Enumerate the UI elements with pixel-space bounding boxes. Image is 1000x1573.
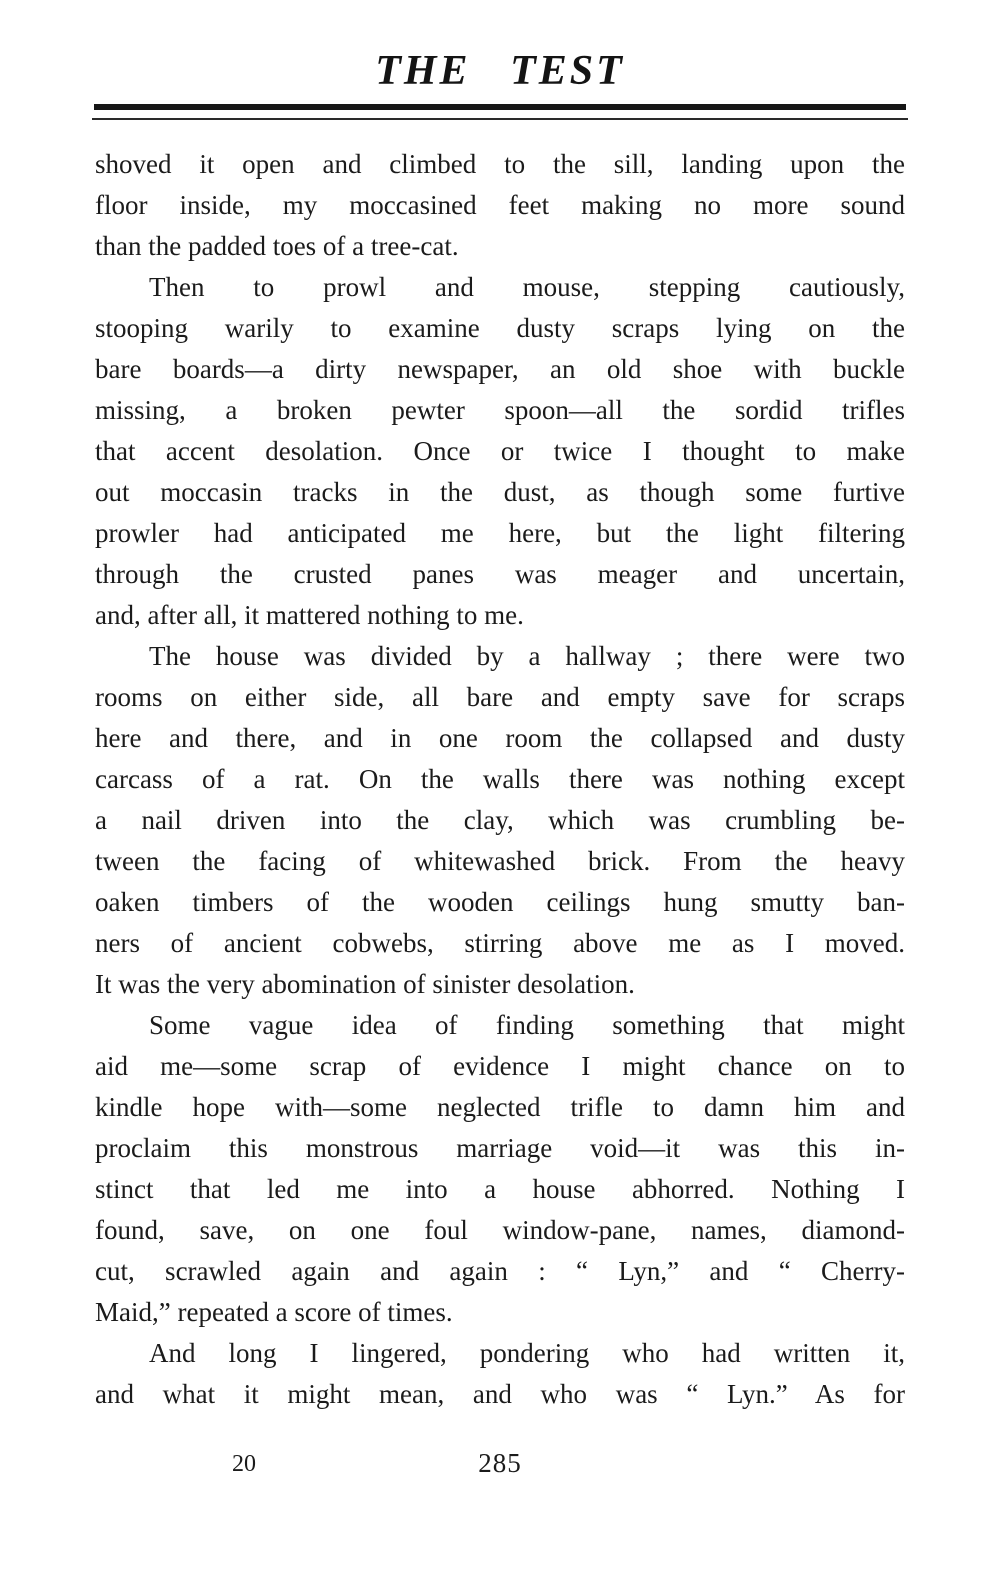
text-line: floor inside, my moccasined feet making no more sound (95, 190, 905, 220)
text-line: Some vague idea of finding something that might (149, 1010, 905, 1040)
text-line: rooms on either side, all bare and empty save for scraps (95, 682, 905, 712)
header-rule-thick (94, 104, 906, 110)
text-line: shoved it open and climbed to the sill, landing upon the (95, 149, 905, 179)
text-line: stooping warily to examine dusty scraps lying on the (95, 313, 905, 343)
text-line: here and there, and in one room the collapsed and dusty (95, 723, 905, 753)
text-line: found, save, on one foul window-pane, names, diamond- (95, 1215, 905, 1245)
text-line: proclaim this monstrous marriage void—it was this in- (95, 1133, 905, 1163)
text-line: prowler had anticipated me here, but the light filtering (95, 518, 905, 548)
paragraph (95, 267, 905, 636)
text-line: missing, a broken pewter spoon—all the sordid trifles (95, 395, 905, 425)
paragraph (95, 1333, 905, 1415)
text-line: stinct that led me into a house abhorred. Nothing I (95, 1174, 905, 1204)
text-line: aid me—some scrap of evidence I might chance on to (95, 1051, 905, 1081)
text-line: cut, scrawled again and again : “ Lyn,” and “ Cherry- (95, 1256, 905, 1286)
text-line: It was the very abomination of sinister desolation. (95, 969, 635, 999)
text-line: bare boards—a dirty newspaper, an old shoe with buckle (95, 354, 905, 384)
text-line: that accent desolation. Once or twice I thought to make (95, 436, 905, 466)
paragraph (95, 144, 905, 267)
header-rule-thin (92, 118, 908, 120)
text-line: than the padded toes of a tree-cat. (95, 231, 459, 261)
text-line: carcass of a rat. On the walls there was nothing except (95, 764, 905, 794)
paragraph (95, 1005, 905, 1333)
page-number: 285 (478, 1448, 522, 1478)
text-line: oaken timbers of the wooden ceilings hung smutty ban- (95, 887, 905, 917)
page-title: THE TEST (375, 48, 625, 94)
text-line: kindle hope with—some neglected trifle to damn him and (95, 1092, 905, 1122)
text-line: tween the facing of whitewashed brick. From the heavy (95, 846, 905, 876)
page-footer (0, 1448, 1000, 1488)
text-line: a nail driven into the clay, which was crumbling be- (95, 805, 905, 835)
text-line: And long I lingered, pondering who had written it, (149, 1338, 905, 1368)
text-line: through the crusted panes was meager and uncertain, (95, 559, 905, 589)
signature-mark: 20 (232, 1451, 256, 1477)
text-line: ners of ancient cobwebs, stirring above me as I moved. (95, 928, 905, 958)
text-line: and what it might mean, and who was “ Lyn.” As for (95, 1379, 905, 1409)
text-block (95, 144, 905, 1415)
text-line: The house was divided by a hallway ; there were two (149, 641, 905, 671)
text-line: Maid,” repeated a score of times. (95, 1297, 453, 1327)
text-line: and, after all, it mattered nothing to me. (95, 600, 524, 630)
text-line: Then to prowl and mouse, stepping cautiously, (149, 272, 905, 302)
paragraph (95, 636, 905, 1005)
text-line: out moccasin tracks in the dust, as though some furtive (95, 477, 905, 507)
